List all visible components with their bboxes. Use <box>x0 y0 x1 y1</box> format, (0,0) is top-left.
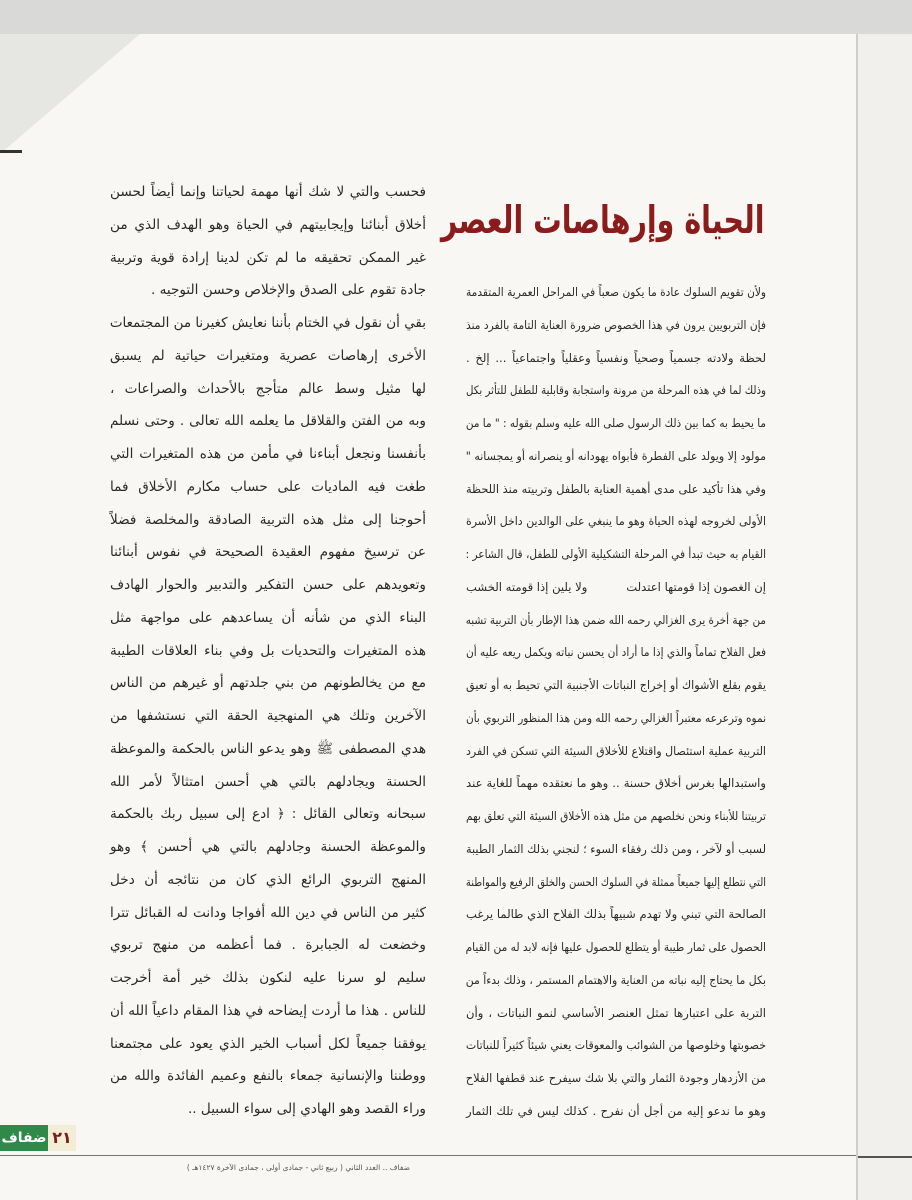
text-line: يقوم بقلع الأشواك أو إخراج النباتات الأجنبية التي تحيط به أو تعيق <box>466 678 766 692</box>
text-line: أخلاق أبنائنا وإيجابيتهم في الحياة وهو الهدف الذي من <box>110 216 426 233</box>
text-line: وخضعت له الجبابرة . فما أعظمه من منهج تربوي <box>110 937 426 954</box>
article-title-box <box>440 192 764 248</box>
text-line: البناء الذي من شأنه أن يساعدهم على مواجهة مثل <box>110 609 426 626</box>
adjacent-page-edge <box>856 34 912 1200</box>
text-line: الحسنة ويجادلهم بالتي هي أحسن امتثالاً لأمر الله <box>110 773 426 790</box>
text-line: بأنفسنا ونجعل أبناءنا في مأمن من هذه المتغيرات التي <box>110 446 426 462</box>
article-column-right <box>466 276 766 1128</box>
text-line: لها مثيل وسط عالم متأجج بالأحداث والصراعات ، <box>110 380 426 397</box>
issue-line: ضفاف .. العدد الثاني ( ربيع ثاني - جمادى أولى ، جمادى الآخرة ١٤٢٧هـ ) <box>186 1163 410 1172</box>
text-line: لحظة ولادته جسمياً وصحياً ونفسياً وعقلياً واجتماعياً ... إلخ . <box>466 350 766 365</box>
text-line: وفي هذا تأكيد على مدى أهمية العناية بالطفل وتربيته منذ اللحظة <box>465 481 766 496</box>
text-line: غير الممكن تحقيقه ما لم تكن لدينا إرادة قوية وتربية <box>110 249 426 266</box>
text-line: الأخرى إرهاصات عصرية ومتغيرات حياتية لم يسبق <box>110 347 426 364</box>
text-line: وهو ما ندعو إليه من أجل أن نفرح . كذلك ليس في تلك الثمار <box>466 1103 766 1118</box>
text-line: الصالحة التي تبني ولا تهدم شبيهاً بذلك الفلاح الذي طالما يرغب <box>466 907 766 922</box>
text-line: لسبب أو لآخر ، ومن ذلك رفقاء السوء ؛ لنجني بذلك الثمار الطيبة <box>466 841 766 856</box>
text-line: جادة تقوم على الصدق والإخلاص وحسن التوجيه . <box>150 282 426 299</box>
text-line: مع من يخالطونهم من بني جلدتهم أو غيرهم من الناس <box>110 675 426 692</box>
footer-rule <box>0 1155 856 1156</box>
text-line: نموه وترعرعه معتبراً الغزالي رحمه الله ومن هذا المنظور التربوي بأن <box>466 710 766 725</box>
poem-verse <box>466 571 766 604</box>
article-title: الحياة وإرهاصات العصر <box>440 198 764 242</box>
page-number: ٢١ <box>48 1125 76 1151</box>
text-line: الحصول على ثمار طيبة أو يتطلع للحصول عليها فإنه لابد له من القيام <box>465 940 766 954</box>
text-line: أحوجنا إلى مثل هذه التربية الصادقة والمخلصة فضلاً <box>110 511 426 528</box>
text-line: بكل ما يحتاج إليه نباته من العناية والاهتمام المستمر ، وذلك بدءاً من <box>465 972 766 987</box>
text-line: التربة على اعتبارها تمثل العنصر الأساسي لنمو النباتات ، وأن <box>466 1005 766 1020</box>
text-line: والموعظة الحسنة وجادلهم بالتي هي أحسن ﴾ وهو <box>110 839 426 855</box>
text-line: طغت فيه الماديات على حساب مكارم الأخلاق فما <box>110 478 426 495</box>
corner-shadow <box>0 150 22 153</box>
text-line: سبحانه وتعالى القائل : ﴿ ادع إلى سبيل ربك بالحكمة <box>110 806 426 823</box>
text-line: التربية عملية استئصال واقتلاع للأخلاق السيئة التي تسكن في الفرد <box>466 743 766 758</box>
poem-hemistich: إن الغصون إذا قومتها اعتدلت <box>626 579 766 594</box>
text-line: المنهج التربوي الرائع الذي كان من نتائجه أن دخل <box>110 871 426 888</box>
text-line: ما يحيط به كما بين ذلك الرسول صلى الله عليه وسلم بقوله : " ما من <box>465 416 766 430</box>
text-line: عن ترسيخ مفهوم العقيدة الصحيحة في نفوس أبنائنا <box>110 544 426 561</box>
text-line: مولود إلا ويولد على الفطرة فأبواه يهودانه أو ينصرانه أو يمجسانه " <box>465 448 766 463</box>
text-line: ولأن تقويم السلوك عادة ما يكون صعباً في المراحل العمرية المتقدمة <box>466 285 766 299</box>
text-line: من الأزدهار وجودة الثمار والتي بلا شك سيفرح عند قطفها الفلاح <box>465 1071 766 1085</box>
text-line: فحسب والتي لا شك أنها مهمة لحياتنا وإنما أيضاً لحسن <box>110 184 426 200</box>
poem-hemistich: ولا يلين إذا قومته الخشب <box>466 579 588 594</box>
text-line: كثير من الناس في دين الله أفواجا ودانت له القبائل تترا <box>110 904 426 921</box>
text-line: ووطننا والإنسانية جمعاء بالنفع وعميم الفائدة والله من <box>110 1068 426 1085</box>
text-line: هدي المصطفى ﷺ وهو يدعو الناس بالحكمة والموعظة <box>110 740 426 757</box>
text-line: فعل الفلاح تماماً والذي إذا ما أراد أن يحسن نباته ويكمل ريعه عليه أن <box>466 645 766 660</box>
adjacent-page-rule <box>858 1156 912 1158</box>
article-column-left <box>110 176 426 1126</box>
text-line: وذلك لما في هذه المرحلة من مرونة واستجابة وقابلية للطفل للتأثر بكل <box>466 383 766 398</box>
text-line: وراء القصد وهو الهادي إلى سواء السبيل .. <box>187 1101 426 1117</box>
text-line: الآخرين وتلك هي المنهجية الحقة التي نستشفها من <box>110 708 426 724</box>
text-line: واستبدالها بغرس أخلاق حسنة .. وهو ما نعتقده مهماً للغاية عند <box>466 776 766 791</box>
text-line: للناس . هذا ما أردت إيضاحه في هذا المقام داعياً الله أن <box>110 1002 426 1019</box>
text-line: التي نتطلع إليها جميعاً ممثلة في السلوك الحسن والخلق الرفيع والمواطنة <box>465 874 766 889</box>
magazine-name-badge: ضفاف <box>0 1125 48 1151</box>
text-line: خصوبتها وخلوصها من الشوائب والمعوقات يعني شيئاً كثيراً للنباتات <box>465 1038 766 1053</box>
text-line: يوفقنا جميعاً لكل أسباب الخير الذي يعود على مجتمعنا <box>110 1035 426 1052</box>
folded-corner <box>0 34 140 154</box>
text-line: هذه المتغيرات والتحديات بل وفي بناء العلاقات الطيبة <box>110 642 426 659</box>
text-line: فإن التربويين يرون في هذا الخصوص ضرورة العناية التامة بالفرد منذ <box>466 317 766 332</box>
text-line: بقي أن نقول في الختام بأننا نعايش كغيرنا من المجتمعات <box>109 315 427 331</box>
text-line: من جهة أخرة يرى الغزالي رحمه الله ضمن هذا الإطار بأن التربية تشبه <box>465 612 766 627</box>
text-line: سليم لو سرنا عليه لنكون بذلك خير أمة أخرجت <box>110 970 426 986</box>
text-line: وبه من الفتن والقلاقل ما يعلمه الله تعالى . وحتى نسلم <box>110 413 426 430</box>
text-line: القيام به حيث تبدأ في المرحلة التشكيلية الأولى للطفل، قال الشاعر : <box>465 547 766 561</box>
text-line: الأولى لخروجه لهذه الحياة وهو ما ينبغي على الوالدين داخل الأسرة <box>466 514 766 529</box>
text-line: وتعويدهم على حسن التفكير والتدبير والحوار الهادف <box>110 577 426 593</box>
text-line: تربيتنا للأبناء ونحن نخلصهم من مثل هذه الأخلاق السيئة التي تعلق بهم <box>466 809 766 823</box>
